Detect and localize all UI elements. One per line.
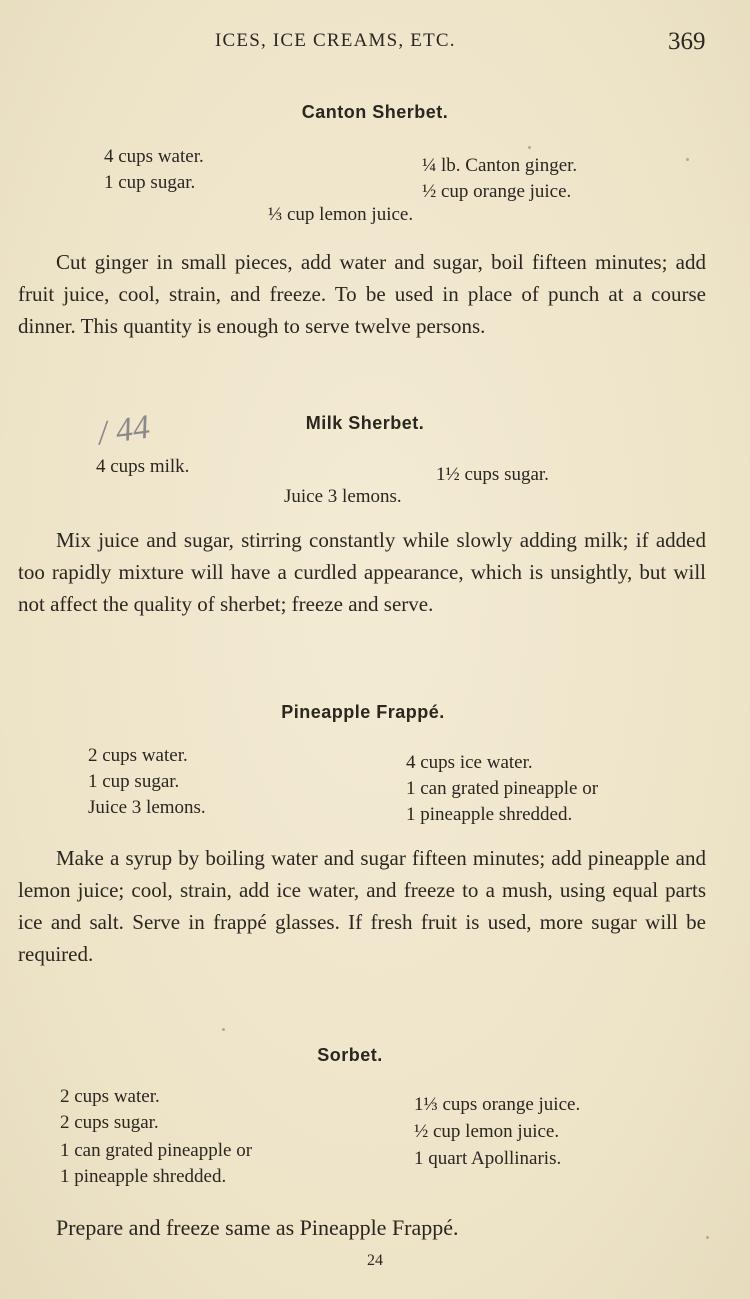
recipe-directions: Make a syrup by boiling water and sugar fifteen minutes; add pineapple and lemon juice; cool, strain, add ice water, and freeze to a mush, using equal parts ice and salt. Serve in frappé glasses. If fresh fruit is used, more sugar will be required. — [18, 846, 706, 966]
ingredient: ⅓ cup lemon juice. — [268, 204, 414, 225]
ingredient: 1 can grated pineapple or — [60, 1140, 253, 1161]
paper-speck — [706, 1236, 709, 1239]
ingredient: 1 can grated pineapple or — [406, 778, 599, 799]
running-head: ICES, ICE CREAMS, ETC. — [215, 30, 456, 51]
signature-number: 24 — [367, 1252, 383, 1269]
paper-speck — [686, 158, 689, 161]
recipe-title-milk-sherbet: Milk Sherbet. — [305, 413, 425, 433]
ingredient: Juice 3 lemons. — [284, 486, 402, 507]
ingredient: Juice 3 lemons. — [88, 797, 206, 818]
paper-speck — [222, 1028, 225, 1031]
recipe-directions: Cut ginger in small pieces, add water and sugar, boil fifteen minutes; add fruit juice, cool, strain, and freeze. To be used in place of punch at a course dinner. This quantity is enough to serve twelve persons. — [18, 250, 706, 338]
ingredient: 4 cups milk. — [96, 456, 190, 477]
ingredient: 1 cup sugar. — [88, 771, 180, 792]
recipe-directions: Prepare and freeze same as Pineapple Frappé. — [56, 1215, 459, 1240]
ingredient: ½ cup lemon juice. — [414, 1121, 560, 1142]
page-number: 369 — [668, 28, 706, 55]
recipe-title-sorbet: Sorbet. — [317, 1045, 383, 1065]
recipe-title-canton-sherbet: Canton Sherbet. — [301, 102, 449, 122]
ingredient: 2 cups water. — [88, 745, 188, 766]
ingredient: 4 cups water. — [104, 146, 204, 167]
ingredient: ½ cup orange juice. — [422, 181, 572, 202]
ingredient: ¼ lb. Canton ginger. — [422, 155, 578, 176]
ingredient: 1½ cups sugar. — [436, 464, 549, 485]
paper-speck — [528, 146, 531, 149]
ingredient: 2 cups water. — [60, 1086, 160, 1107]
ingredient: 2 cups sugar. — [60, 1112, 159, 1133]
ingredient: 1 pineapple shredded. — [406, 804, 573, 825]
ingredient: 1 quart Apollinaris. — [414, 1148, 562, 1169]
pencil-mark: / 44 — [95, 408, 153, 453]
recipe-directions: Mix juice and sugar, stirring constantly while slowly adding milk; if added too rapidly mixture will have a curdled appearance, which is unsightly, but will not affect the quality of sherbet; freeze and serve. — [18, 528, 706, 616]
ingredient: 1⅓ cups orange juice. — [414, 1094, 581, 1115]
ingredient: 4 cups ice water. — [406, 752, 533, 773]
ingredient: 1 cup sugar. — [104, 172, 196, 193]
recipe-title-pineapple-frappe: Pineapple Frappé. — [281, 702, 445, 722]
ingredient: 1 pineapple shredded. — [60, 1166, 227, 1187]
